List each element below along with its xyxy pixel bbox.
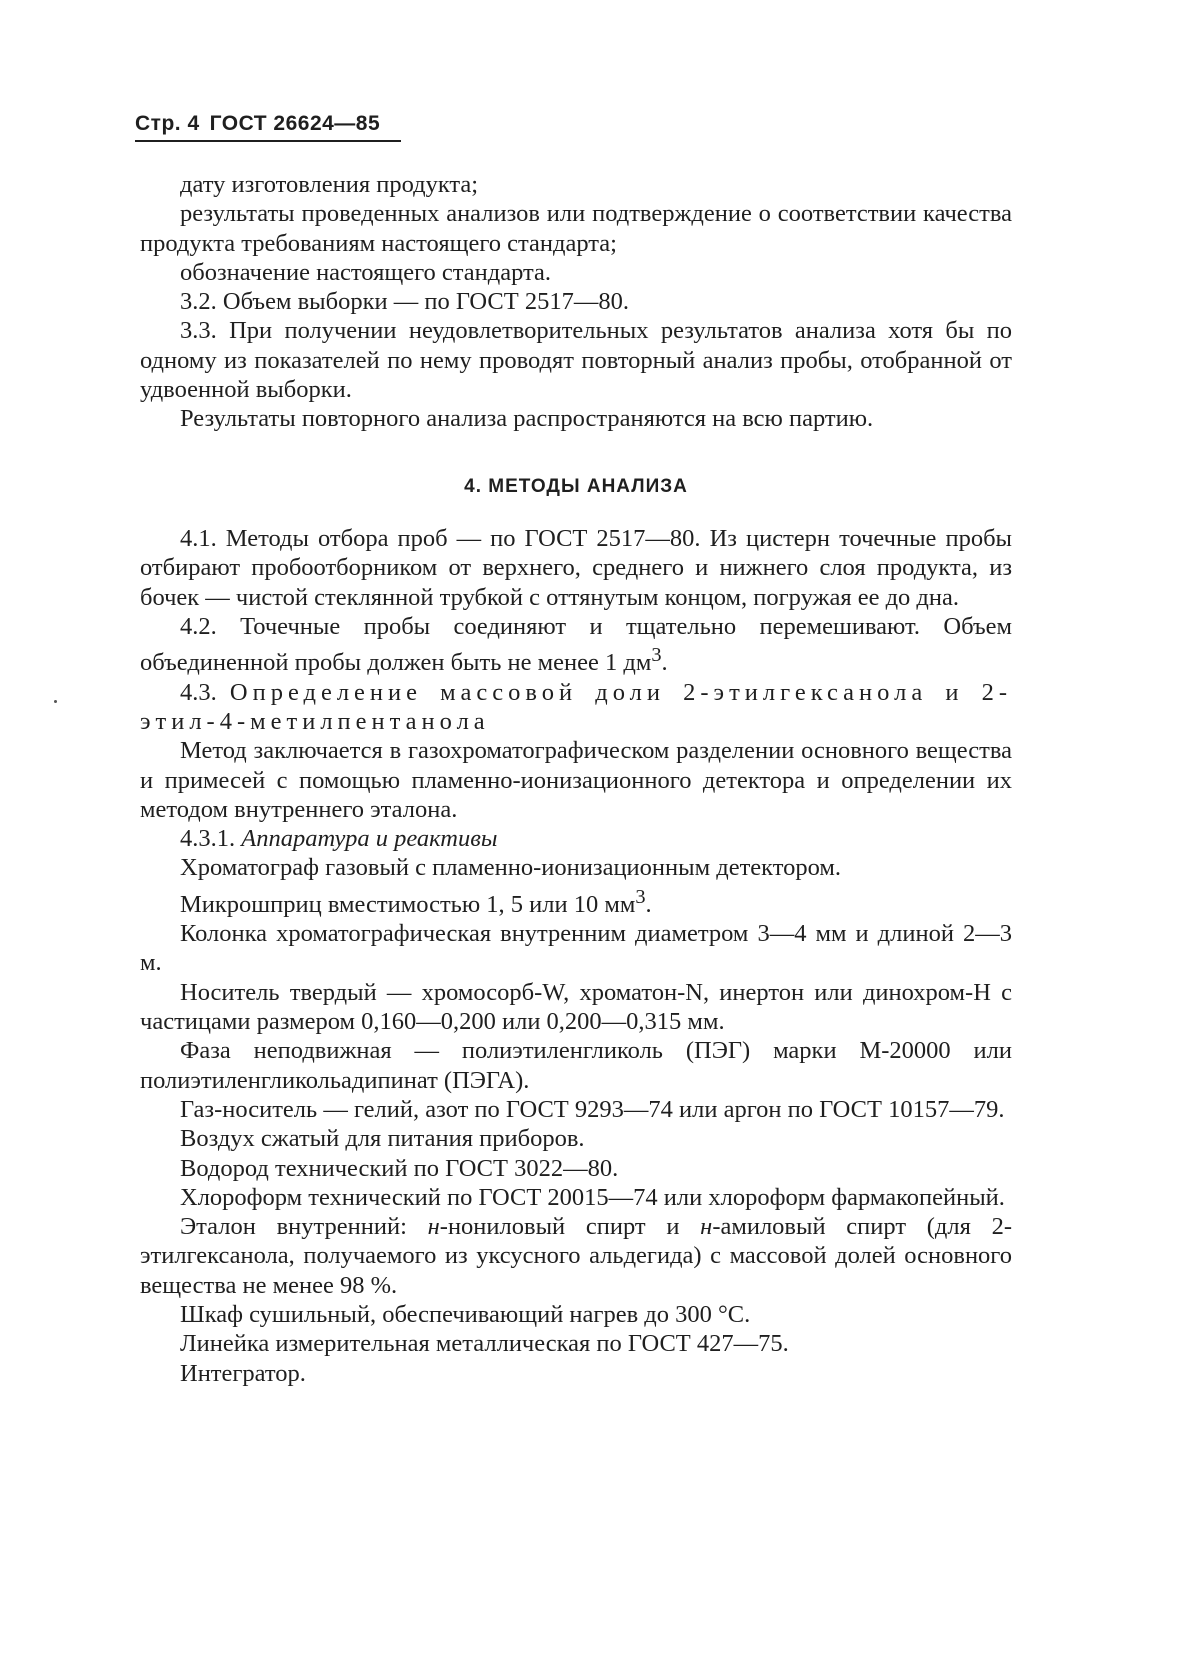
list-item-microsyringe	[140, 883, 1012, 919]
clause-4-3-title: Определение массовой доли 2-этилгексанола и 2-этил-4-метилпентанола	[140, 678, 1012, 735]
list-item-internal-standard	[140, 1212, 1012, 1300]
microsyringe-superscript: 3	[635, 885, 646, 908]
paragraph-production-date: дату изготовления продукта;	[180, 171, 479, 198]
list-item-chromatograph: Хроматограф газовый с пламенно-ионизационным детектором.	[180, 854, 842, 882]
microsyringe-text: Микрошприц вместимостью 1, 5 или 10 мм	[180, 890, 636, 918]
page-header	[135, 112, 401, 142]
scan-speck	[54, 700, 57, 703]
section-heading: 4. МЕТОДЫ АНАЛИЗА	[464, 475, 688, 497]
list-item-column: Колонка хроматографическая внутренним диаметром 3—4 мм и длиной 2—3 м.	[140, 920, 1012, 977]
internal-standard-n1: н	[427, 1213, 440, 1241]
list-item-carrier-gas: Газ-носитель — гелий, азот по ГОСТ 9293—74 или аргон по ГОСТ 10157—79.	[180, 1095, 1005, 1123]
clause-4-3-1-title: Аппаратура и реактивы	[241, 825, 498, 853]
clause-4-2-text: 4.2. Точечные пробы соединяют и тщательно перемешивают. Объем объединенной пробы должен быть не менее 1 дм	[140, 612, 1012, 677]
list-item-air: Воздух сжатый для питания приборов.	[180, 1125, 585, 1153]
internal-standard-prefix: Эталон внутренний:	[180, 1213, 428, 1241]
clause-3-2: 3.2. Объем выборки — по ГОСТ 2517—80.	[180, 288, 629, 316]
clause-4-3-method: Метод заключается в газохроматографическом разделении основного вещества и примесей с помощью пламенно-ионизационного детектора и определении их методом внутреннего эталона.	[140, 737, 1012, 823]
internal-standard-n2: н	[700, 1213, 713, 1241]
microsyringe-end: .	[645, 890, 652, 918]
clause-4-1: 4.1. Методы отбора проб — по ГОСТ 2517—80. Из цистерн точечные пробы отбирают пробоотборником от верхнего, среднего и нижнего слоя продукта, из бочек — чистой стеклянной трубкой с оттянутым концом, погружая ее до дна.	[140, 524, 1012, 611]
list-item-carrier: Носитель твердый — хромосорб-W, хроматон-N, инертон или динохром-Н с частицами размером 0,160—0,200 или 0,200—0,315 мм.	[140, 978, 1012, 1036]
list-item-drying-oven: Шкаф сушильный, обеспечивающий нагрев до 300 °С.	[180, 1301, 751, 1328]
paragraph-analysis-results: результаты проведенных анализов или подтверждение о соответствии качества продукта требованиям настоящего стандарта;	[140, 200, 1012, 257]
list-item-hydrogen: Водород технический по ГОСТ 3022—80.	[180, 1154, 619, 1182]
standard-designation: ГОСТ 26624—85	[209, 112, 381, 135]
internal-standard-mid: -нониловый спирт и	[439, 1213, 701, 1241]
document-body	[140, 170, 1012, 1388]
clause-4-2	[140, 612, 1012, 678]
clause-4-3-heading	[140, 678, 1012, 737]
list-item-chloroform: Хлороформ технический по ГОСТ 20015—74 или хлороформ фармакопейный.	[180, 1183, 1005, 1211]
list-item-ruler: Линейка измерительная металлическая по ГОСТ 427—75.	[180, 1330, 789, 1358]
clause-4-3-1-number: 4.3.1.	[180, 825, 236, 853]
clause-4-3-number: 4.3.	[180, 678, 217, 706]
paragraph-repeat-analysis: Результаты повторного анализа распространяются на всю партию.	[180, 405, 874, 433]
page-number-label: Стр. 4	[135, 112, 200, 135]
paragraph-standard-designation: обозначение настоящего стандарта.	[180, 258, 552, 286]
list-item-integrator: Интегратор.	[180, 1359, 306, 1387]
clause-4-2-superscript: 3	[651, 644, 662, 667]
list-item-stationary-phase: Фаза неподвижная — полиэтиленгликоль (ПЭГ) марки М-20000 или полиэтиленгликольадипинат (ПЭГА).	[140, 1037, 1012, 1094]
clause-4-3-1-heading	[140, 824, 1012, 853]
internal-standard-rest: -амиловый спирт (для 2-этилгексанола, получаемого из уксусного альдегида) с массовой долей основного вещества не менее 98 %.	[140, 1213, 1013, 1299]
clause-3-3: 3.3. При получении неудовлетворительных результатов анализа хотя бы по одному из показателей по нему проводят повторный анализ пробы, отобранной от удвоенной выборки.	[140, 317, 1012, 404]
clause-4-2-end: .	[661, 649, 668, 677]
